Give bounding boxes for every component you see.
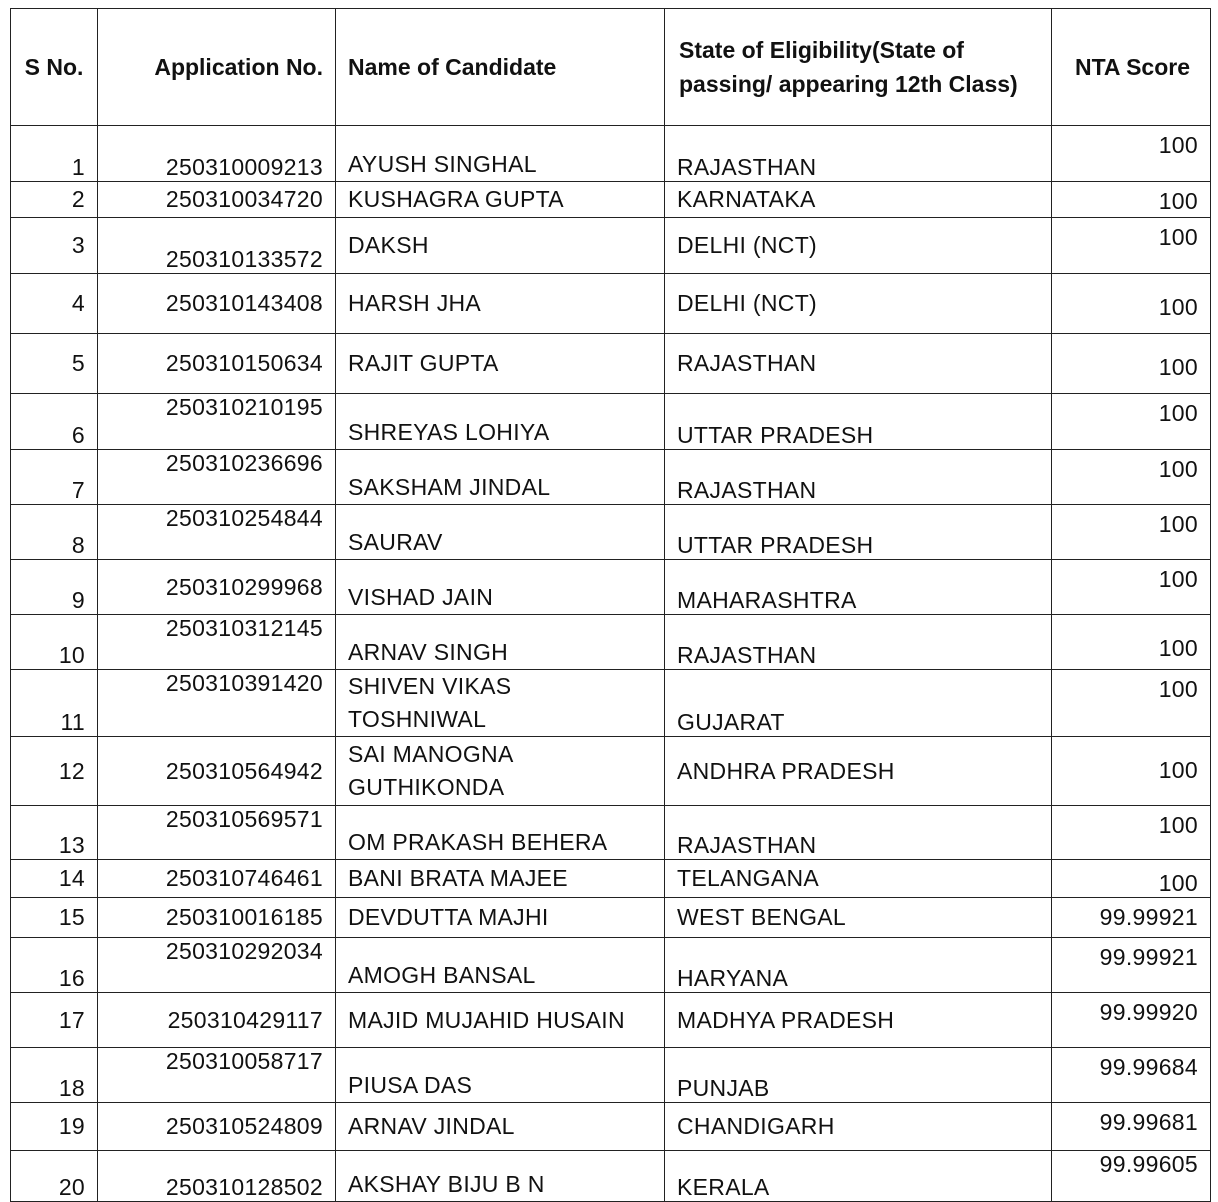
table-row	[11, 670, 1211, 737]
cell-candidate-name: ARNAV SINGH	[336, 615, 665, 670]
cell-candidate-name: OM PRAKASH BEHERA	[336, 806, 665, 860]
cell-sno: 1	[11, 126, 98, 182]
table-row	[11, 505, 1211, 560]
cell-application-no: 250310150634	[98, 334, 336, 394]
cell-state: DELHI (NCT)	[665, 218, 1052, 274]
table-row	[11, 394, 1211, 450]
cell-application-no: 250310391420	[98, 670, 336, 737]
cell-application-no: 250310143408	[98, 274, 336, 334]
cell-state: RAJASTHAN	[665, 126, 1052, 182]
table-row	[11, 334, 1211, 394]
cell-candidate-name: DAKSH	[336, 218, 665, 274]
table-row	[11, 1151, 1211, 1202]
cell-candidate-name: DEVDUTTA MAJHI	[336, 898, 665, 938]
table-row	[11, 218, 1211, 274]
cell-state: MAHARASHTRA	[665, 560, 1052, 615]
cell-nta-score: 100	[1052, 334, 1211, 394]
cell-nta-score: 100	[1052, 182, 1211, 218]
table-row	[11, 182, 1211, 218]
cell-state: MADHYA PRADESH	[665, 993, 1052, 1048]
cell-nta-score: 99.99921	[1052, 898, 1211, 938]
header-state: State of Eligibility(State of passing/ appearing 12th Class)	[665, 9, 1052, 126]
cell-candidate-name: AYUSH SINGHAL	[336, 126, 665, 182]
cell-nta-score: 99.99921	[1052, 938, 1211, 993]
cell-sno: 7	[11, 450, 98, 505]
cell-state: GUJARAT	[665, 670, 1052, 737]
cell-sno: 2	[11, 182, 98, 218]
cell-sno: 5	[11, 334, 98, 394]
table-body	[11, 126, 1211, 1202]
table-row	[11, 938, 1211, 993]
cell-application-no: 250310569571	[98, 806, 336, 860]
table-row	[11, 737, 1211, 806]
cell-candidate-name: HARSH JHA	[336, 274, 665, 334]
header-row	[11, 9, 1211, 126]
cell-sno: 8	[11, 505, 98, 560]
table-row	[11, 450, 1211, 505]
cell-candidate-name: ARNAV JINDAL	[336, 1103, 665, 1151]
cell-candidate-name: BANI BRATA MAJEE	[336, 860, 665, 898]
table-row	[11, 993, 1211, 1048]
cell-sno: 17	[11, 993, 98, 1048]
cell-sno: 12	[11, 737, 98, 806]
table-row	[11, 126, 1211, 182]
cell-application-no: 250310292034	[98, 938, 336, 993]
cell-application-no: 250310133572	[98, 218, 336, 274]
cell-sno: 15	[11, 898, 98, 938]
cell-candidate-name: SHREYAS LOHIYA	[336, 394, 665, 450]
cell-nta-score: 99.99684	[1052, 1048, 1211, 1103]
cell-nta-score: 100	[1052, 274, 1211, 334]
cell-candidate-name: SAKSHAM JINDAL	[336, 450, 665, 505]
cell-state: DELHI (NCT)	[665, 274, 1052, 334]
cell-application-no: 250310016185	[98, 898, 336, 938]
cell-state: UTTAR PRADESH	[665, 505, 1052, 560]
table-row	[11, 615, 1211, 670]
cell-sno: 10	[11, 615, 98, 670]
cell-sno: 13	[11, 806, 98, 860]
cell-candidate-name: MAJID MUJAHID HUSAIN	[336, 993, 665, 1048]
header-score: NTA Score	[1052, 9, 1211, 126]
cell-application-no: 250310429117	[98, 993, 336, 1048]
cell-candidate-name: VISHAD JAIN	[336, 560, 665, 615]
cell-application-no: 250310564942	[98, 737, 336, 806]
cell-sno: 14	[11, 860, 98, 898]
cell-application-no: 250310034720	[98, 182, 336, 218]
cell-candidate-name: AKSHAY BIJU B N	[336, 1151, 665, 1202]
cell-candidate-name: RAJIT GUPTA	[336, 334, 665, 394]
header-sno: S No.	[11, 9, 98, 126]
results-table	[10, 8, 1211, 1202]
cell-state: HARYANA	[665, 938, 1052, 993]
cell-application-no: 250310058717	[98, 1048, 336, 1103]
table-row	[11, 1103, 1211, 1151]
cell-candidate-name: AMOGH BANSAL	[336, 938, 665, 993]
cell-nta-score: 100	[1052, 860, 1211, 898]
cell-nta-score: 100	[1052, 505, 1211, 560]
cell-application-no: 250310128502	[98, 1151, 336, 1202]
cell-application-no: 250310210195	[98, 394, 336, 450]
cell-state: ANDHRA PRADESH	[665, 737, 1052, 806]
cell-state: WEST BENGAL	[665, 898, 1052, 938]
cell-candidate-name: KUSHAGRA GUPTA	[336, 182, 665, 218]
cell-sno: 19	[11, 1103, 98, 1151]
table-row	[11, 860, 1211, 898]
cell-state: RAJASTHAN	[665, 334, 1052, 394]
cell-candidate-name: PIUSA DAS	[336, 1048, 665, 1103]
cell-nta-score: 100	[1052, 394, 1211, 450]
cell-sno: 6	[11, 394, 98, 450]
cell-state: TELANGANA	[665, 860, 1052, 898]
table-row	[11, 560, 1211, 615]
cell-application-no: 250310236696	[98, 450, 336, 505]
cell-nta-score: 99.99920	[1052, 993, 1211, 1048]
cell-sno: 18	[11, 1048, 98, 1103]
header-name: Name of Candidate	[336, 9, 665, 126]
cell-state: PUNJAB	[665, 1048, 1052, 1103]
table-row	[11, 898, 1211, 938]
cell-nta-score: 100	[1052, 218, 1211, 274]
cell-application-no: 250310254844	[98, 505, 336, 560]
cell-state: KERALA	[665, 1151, 1052, 1202]
cell-nta-score: 100	[1052, 670, 1211, 737]
cell-application-no: 250310746461	[98, 860, 336, 898]
cell-candidate-name: SHIVEN VIKAS TOSHNIWAL	[336, 670, 665, 737]
table-row	[11, 1048, 1211, 1103]
cell-nta-score: 100	[1052, 126, 1211, 182]
cell-nta-score: 99.99605	[1052, 1151, 1211, 1202]
cell-sno: 9	[11, 560, 98, 615]
cell-nta-score: 99.99681	[1052, 1103, 1211, 1151]
cell-candidate-name: SAI MANOGNA GUTHIKONDA	[336, 737, 665, 806]
cell-nta-score: 100	[1052, 737, 1211, 806]
cell-state: CHANDIGARH	[665, 1103, 1052, 1151]
cell-nta-score: 100	[1052, 615, 1211, 670]
cell-state: RAJASTHAN	[665, 806, 1052, 860]
cell-application-no: 250310312145	[98, 615, 336, 670]
cell-sno: 4	[11, 274, 98, 334]
cell-nta-score: 100	[1052, 560, 1211, 615]
table-row	[11, 806, 1211, 860]
results-sheet	[10, 8, 1210, 1202]
cell-sno: 20	[11, 1151, 98, 1202]
cell-state: KARNATAKA	[665, 182, 1052, 218]
cell-nta-score: 100	[1052, 806, 1211, 860]
cell-application-no: 250310009213	[98, 126, 336, 182]
cell-sno: 11	[11, 670, 98, 737]
cell-application-no: 250310524809	[98, 1103, 336, 1151]
cell-state: RAJASTHAN	[665, 450, 1052, 505]
cell-state: RAJASTHAN	[665, 615, 1052, 670]
header-application-no: Application No.	[98, 9, 336, 126]
cell-state: UTTAR PRADESH	[665, 394, 1052, 450]
cell-candidate-name: SAURAV	[336, 505, 665, 560]
cell-application-no: 250310299968	[98, 560, 336, 615]
cell-sno: 3	[11, 218, 98, 274]
cell-nta-score: 100	[1052, 450, 1211, 505]
cell-sno: 16	[11, 938, 98, 993]
table-row	[11, 274, 1211, 334]
